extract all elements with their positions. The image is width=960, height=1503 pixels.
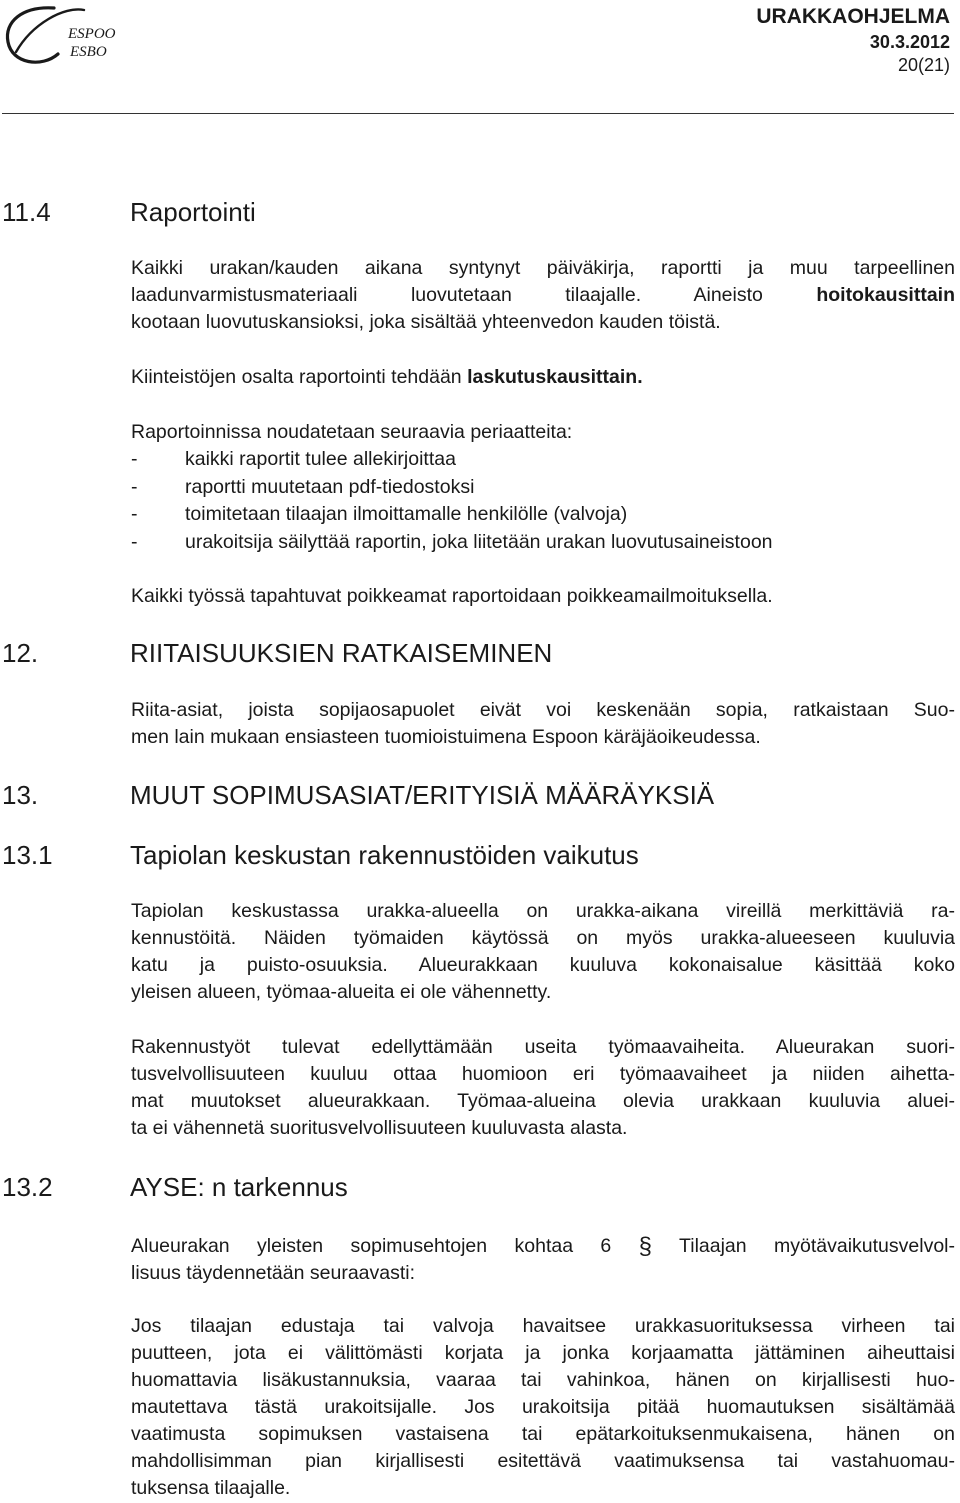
text-line: mautettava tästä urakoitsijalle. Jos urakoitsija pitää huomautuksen sisältämää	[131, 1396, 955, 1418]
paragraph-13-2-2	[131, 1313, 955, 1502]
text-line: yleisen alueen, työmaa-alueita ei ole vähennetty.	[131, 981, 552, 1003]
list-dash: -	[131, 530, 138, 553]
list-dash: -	[131, 448, 138, 470]
list-item	[131, 446, 955, 474]
text-line: katu ja puisto-osuuksia. Alueurakkaan kuuluva kokonaisalue käsittää koko	[131, 954, 955, 976]
paragraph-12-1	[131, 697, 955, 751]
text-line: ta ei vähennetä suoritusvelvollisuuteen kuuluvasta alasta.	[131, 1117, 628, 1139]
text-line: puutteen, jota ei välittömästi korjata ja jonka korjaamatta jättäminen aiheuttaisi	[131, 1342, 955, 1364]
paragraph-13-2-1	[131, 1233, 955, 1287]
paragraph-13-1-2	[131, 1034, 955, 1142]
text-line	[131, 282, 955, 309]
heading-number: 13.1	[2, 840, 53, 870]
paragraph-11-4-1	[131, 255, 955, 336]
list-intro: Raportoinnissa noudatetaan seuraavia periaatteita:	[131, 421, 573, 443]
espoo-logo	[2, 2, 132, 68]
header-meta	[756, 4, 950, 76]
paragraph-11-4-2	[131, 364, 955, 391]
text-line: Jos tilaajan edustaja tai valvoja havaitsee urakkasuorituksessa virheen tai	[131, 1315, 955, 1337]
list-item-text: raportti muutetaan pdf-tiedostoksi	[185, 475, 475, 498]
principles-list	[131, 446, 955, 556]
list-dash: -	[131, 475, 138, 498]
list-item-text: toimitetaan tilaajan ilmoittamalle henkilölle (valvoja)	[185, 503, 628, 525]
text-line: Kaikki työssä tapahtuvat poikkeamat raportoidaan poikkeamailmoituksella.	[131, 585, 773, 607]
page-header	[0, 0, 960, 120]
logo-text-espoo: ESPOO	[68, 26, 116, 42]
heading-number: 13.	[2, 780, 39, 810]
document-title: URAKKAOHJELMA	[756, 5, 950, 28]
bold-text: hoitokausittain	[816, 284, 955, 306]
heading-text: MUUT SOPIMUSASIAT/ERITYISIÄ MÄÄRÄYKSIÄ	[130, 780, 715, 810]
text-run: Kiinteistöjen osalta raportointi tehdään	[131, 366, 468, 388]
list-item	[131, 501, 955, 529]
heading-text: RIITAISUUKSIEN RATKAISEMINEN	[130, 638, 553, 668]
text-line: mahdollisimman pian kirjallisesti esitettävä vaatimuksensa tai vastahuomau-	[131, 1450, 955, 1472]
document-date: 30.3.2012	[869, 32, 950, 52]
text-run: laadunvarmistusmateriaali luovutetaan tilaajalle. Aineisto	[131, 284, 817, 306]
heading-number: 12.	[2, 638, 39, 668]
text-line: tuksensa tilaajalle.	[131, 1477, 291, 1499]
header-divider	[2, 113, 954, 114]
text-line: huomattavia lisäkustannuksia, vaaraa tai vahinkoa, hänen on kirjallisesti huo-	[131, 1369, 955, 1391]
text-line: vaatimusta sopimuksen vastaisena tai epätarkoituksenmukaisena, hänen on	[131, 1423, 955, 1445]
espoo-logo-graphic	[2, 2, 132, 68]
text-line: lisuus täydennetään seuraavasti:	[131, 1262, 416, 1284]
heading-number: 11.4	[2, 197, 51, 227]
text-run: Alueurakan yleisten sopimusehtojen kohtaa 6	[131, 1235, 639, 1257]
text-run: Tilaajan myötävaikutusvelvol-	[652, 1235, 955, 1257]
list-item-text: kaikki raportit tulee allekirjoittaa	[185, 448, 456, 470]
text-line: men lain mukaan ensiasteen tuomioistuimena Espoon käräjäoikeudessa.	[131, 726, 761, 748]
text-line: Rakennustyöt tulevat edellyttämään useita työmaavaiheita. Alueurakan suori-	[131, 1036, 955, 1058]
heading-text: AYSE: n tarkennus	[130, 1172, 348, 1202]
list-dash: -	[131, 503, 138, 525]
paragraph-11-4-3	[131, 419, 955, 446]
list-item-text: urakoitsija säilyttää raportin, joka liitetään urakan luovutusaineistoon	[185, 530, 773, 553]
page-number: 20(21)	[897, 55, 950, 75]
paragraph-13-1-1	[131, 898, 955, 1006]
logo-text-esbo: ESBO	[70, 44, 107, 60]
text-line: Kaikki urakan/kauden aikana syntynyt päiväkirja, raportti ja muu tarpeellinen	[131, 257, 955, 279]
text-line: kootaan luovutuskansioksi, joka sisältää yhteenvedon kauden töistä.	[131, 311, 721, 333]
text-line: kennustöitä. Näiden työmaiden käytössä on myös urakka-alueeseen kuuluvia	[131, 927, 955, 949]
paragraph-11-4-4	[131, 583, 955, 610]
list-item	[131, 529, 955, 557]
heading-number: 13.2	[2, 1172, 53, 1202]
section-sign: §	[638, 1233, 653, 1260]
heading-text: Raportointi	[130, 197, 256, 227]
text-line: Riita-asiat, joista sopijaosapuolet eivät voi keskenään sopia, ratkaistaan Suo-	[131, 699, 955, 721]
text-line: Tapiolan keskustassa urakka-alueella on urakka-aikana vireillä merkittäviä ra-	[131, 900, 955, 922]
text-line: mat muutokset alueurakkaan. Työmaa-alueina olevia urakkaan kuuluvia aluei-	[131, 1090, 955, 1112]
text-line	[131, 1233, 955, 1260]
text-line: tusvelvollisuuteen kuuluu ottaa huomioon eri työmaavaiheet ja niiden aihetta-	[131, 1063, 955, 1085]
heading-text: Tapiolan keskustan rakennustöiden vaikutus	[130, 840, 639, 870]
list-item	[131, 474, 955, 502]
bold-text: laskutuskausittain.	[467, 366, 643, 388]
